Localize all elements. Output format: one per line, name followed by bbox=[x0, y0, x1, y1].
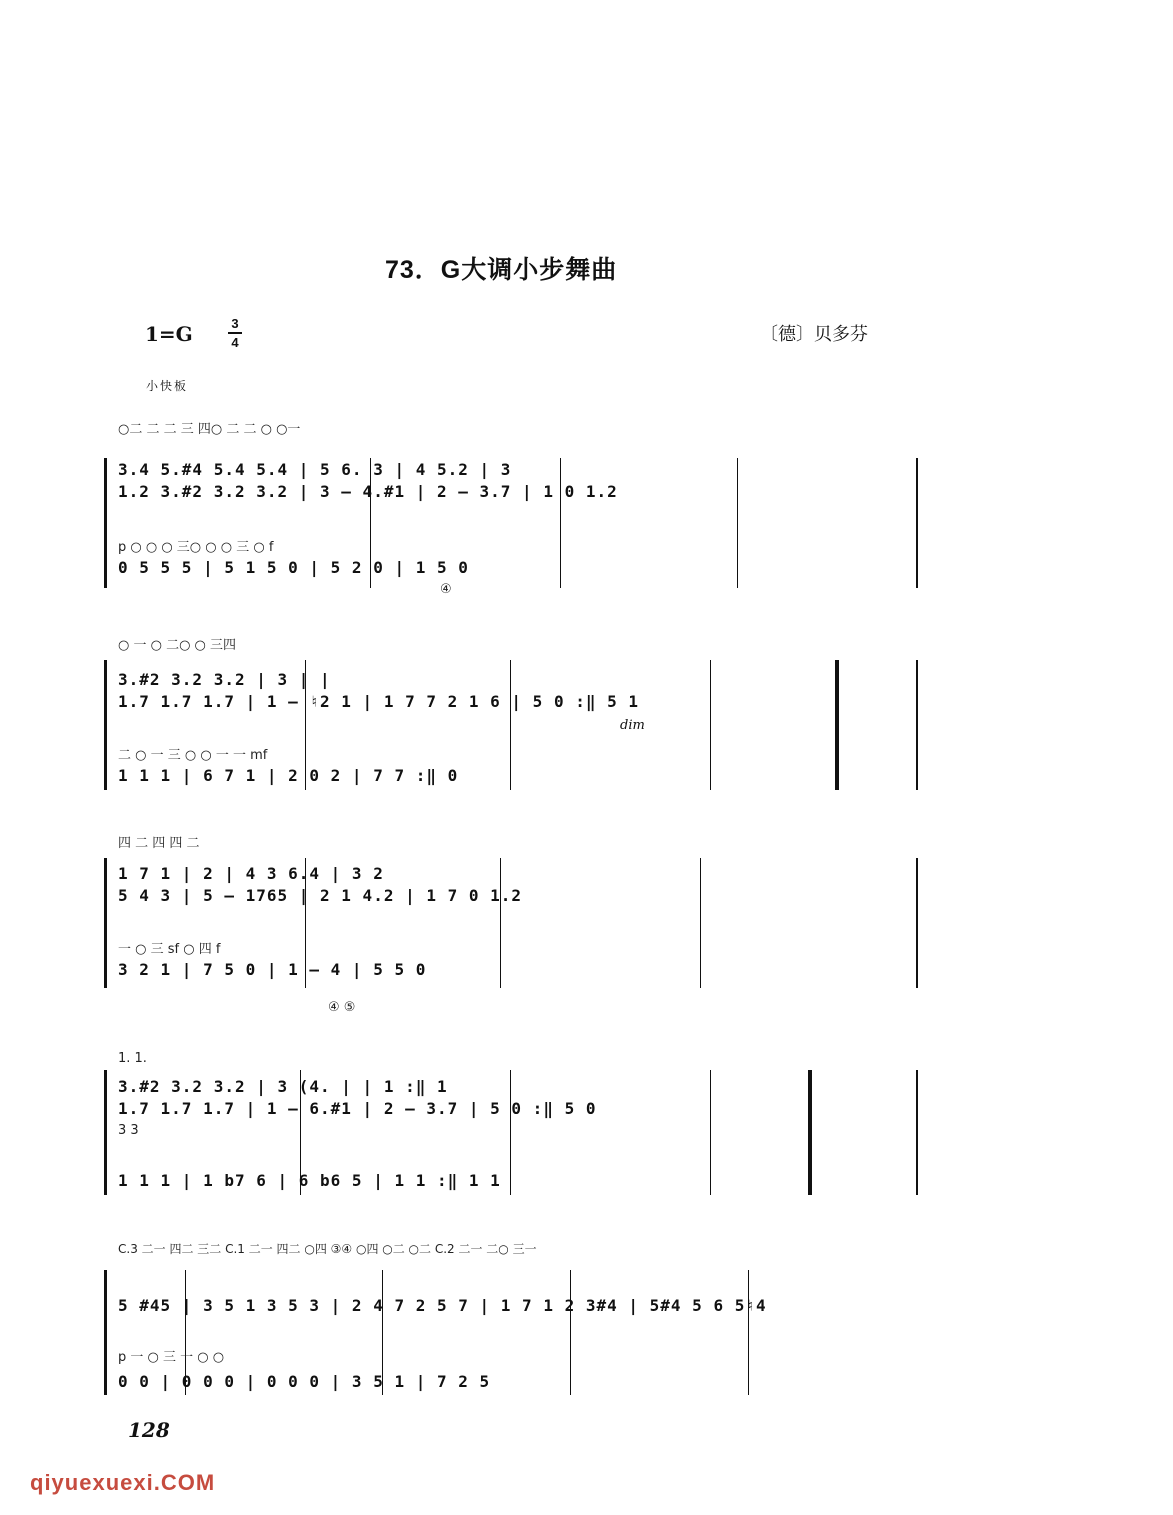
treble-upper: 5 #45 | 3 5 1 3 5 3 | 2 4 7 2 5 7 | 1 7 1 2 3#4 | 5#4 5 6 5♮4 bbox=[118, 1296, 767, 1315]
bass-line: 1 1 1 | 1 b7 6 | 6 b6 5 | 1 1 :‖ 1 1 bbox=[118, 1171, 501, 1190]
composer: 〔德〕贝多芬 bbox=[760, 324, 868, 344]
dynamic-dim: dim bbox=[620, 718, 645, 733]
bass-line: 0 0 | 0 0 0 | 0 0 0 | 3 5 1 | 7 2 5 bbox=[118, 1372, 491, 1391]
system-brace bbox=[104, 458, 107, 588]
treble-upper: 3.#2 3.2 3.2 | 3 | | bbox=[118, 670, 331, 689]
score-system-1 bbox=[100, 410, 930, 600]
barline bbox=[570, 1270, 571, 1395]
barline bbox=[710, 1070, 711, 1195]
treble-lower: 1.2 3.#2 3.2 3.2 | 3 — 4.#1 | 2 — 3.7 | 1 0 1.2 bbox=[118, 482, 618, 501]
barline bbox=[748, 1270, 749, 1395]
final-barline bbox=[916, 458, 918, 588]
fingering-bass: 一 ○ 三 sf ○ 四 f bbox=[118, 942, 221, 957]
treble-upper: 3.#2 3.2 3.2 | 3 (4. | | 1 :‖ 1 bbox=[118, 1077, 448, 1096]
treble-lower: 1.7 1.7 1.7 | 1 — 6.#1 | 2 — 3.7 | 5 0 :‖ 5 0 bbox=[118, 1099, 597, 1118]
meter-divider bbox=[228, 332, 242, 334]
score-system-5 bbox=[100, 1232, 930, 1402]
system-brace bbox=[104, 1270, 107, 1395]
score-system-3 bbox=[100, 828, 930, 1018]
final-barline bbox=[916, 660, 918, 790]
string-marking: ④ ⑤ bbox=[328, 1000, 356, 1015]
key-signature: 1=G bbox=[145, 322, 193, 346]
ending-markers: 1. 1. bbox=[118, 1051, 147, 1066]
score-system-4 bbox=[100, 1045, 930, 1205]
barline bbox=[710, 660, 711, 790]
final-barline bbox=[916, 1070, 918, 1195]
fingering-bass: p 一 ○ 三 一 ○ ○ bbox=[118, 1350, 225, 1365]
treble-lower: 5 4 3 | 5 — 1765 | 2 1 4.2 | 1 7 0 1.2 bbox=[118, 886, 523, 905]
barline bbox=[560, 458, 561, 588]
barline bbox=[510, 660, 511, 790]
barline bbox=[700, 858, 701, 988]
tempo-marking: 小快板 bbox=[146, 379, 189, 393]
fingering-bass: p ○ ○ ○ 三○ ○ ○ 三 ○ f bbox=[118, 540, 274, 555]
page-title: 73．G大调小步舞曲 bbox=[385, 256, 618, 284]
page-number: 128 bbox=[128, 1418, 170, 1442]
fingering-top: 四 二 四 四 二 bbox=[118, 836, 200, 851]
system-brace bbox=[104, 858, 107, 988]
meter-bottom: 4 bbox=[231, 335, 239, 350]
treble-upper: 3.4 5.#4 5.4 5.4 | 5 6. 3 | 4 5.2 | 3 bbox=[118, 460, 512, 479]
bass-line: 0 5 5 5 | 5 1 5 0 | 5 2 0 | 1 5 0 bbox=[118, 558, 469, 577]
score-system-2 bbox=[100, 630, 930, 800]
fingering-bass: 二 ○ 一 三 ○ ○ 一 一 mf bbox=[118, 748, 268, 763]
barline bbox=[500, 858, 501, 988]
system-brace bbox=[104, 660, 107, 790]
bass-line: 1 1 1 | 6 7 1 | 2 0 2 | 7 7 :‖ 0 bbox=[118, 766, 459, 785]
chord-bottom: 3 3 bbox=[118, 1123, 139, 1138]
fingering-top: C.3 二一 四二 三二 C.1 二一 四二 ○四 ③④ ○四 ○二 ○二 C.2 二一 二○ 三一 bbox=[118, 1242, 537, 1256]
meter-top: 3 bbox=[231, 316, 239, 331]
bass-line: 3 2 1 | 7 5 0 | 1 — 4 | 5 5 0 bbox=[118, 960, 427, 979]
time-signature bbox=[228, 316, 242, 350]
string-marking: ④ bbox=[440, 582, 452, 597]
fingering-top: ○ 一 ○ 二○ ○ 三四 bbox=[118, 638, 237, 653]
barline bbox=[737, 458, 738, 588]
repeat-barline bbox=[835, 660, 839, 790]
watermark: qiyuexuexi.COM bbox=[30, 1470, 216, 1495]
system-brace bbox=[104, 1070, 107, 1195]
barline bbox=[510, 1070, 511, 1195]
final-barline bbox=[916, 858, 918, 988]
treble-upper: 1 7 1 | 2 | 4 3 6.4 | 3 2 bbox=[118, 864, 384, 883]
treble-lower: 1.7 1.7 1.7 | 1 — ♮2 1 | 1 7 7 2 1 6 | 5 0 :‖ 5 1 bbox=[118, 692, 640, 711]
repeat-barline bbox=[808, 1070, 812, 1195]
fingering-top: ○二 二 二 三 四○ 二 二 ○ ○一 bbox=[118, 422, 301, 437]
